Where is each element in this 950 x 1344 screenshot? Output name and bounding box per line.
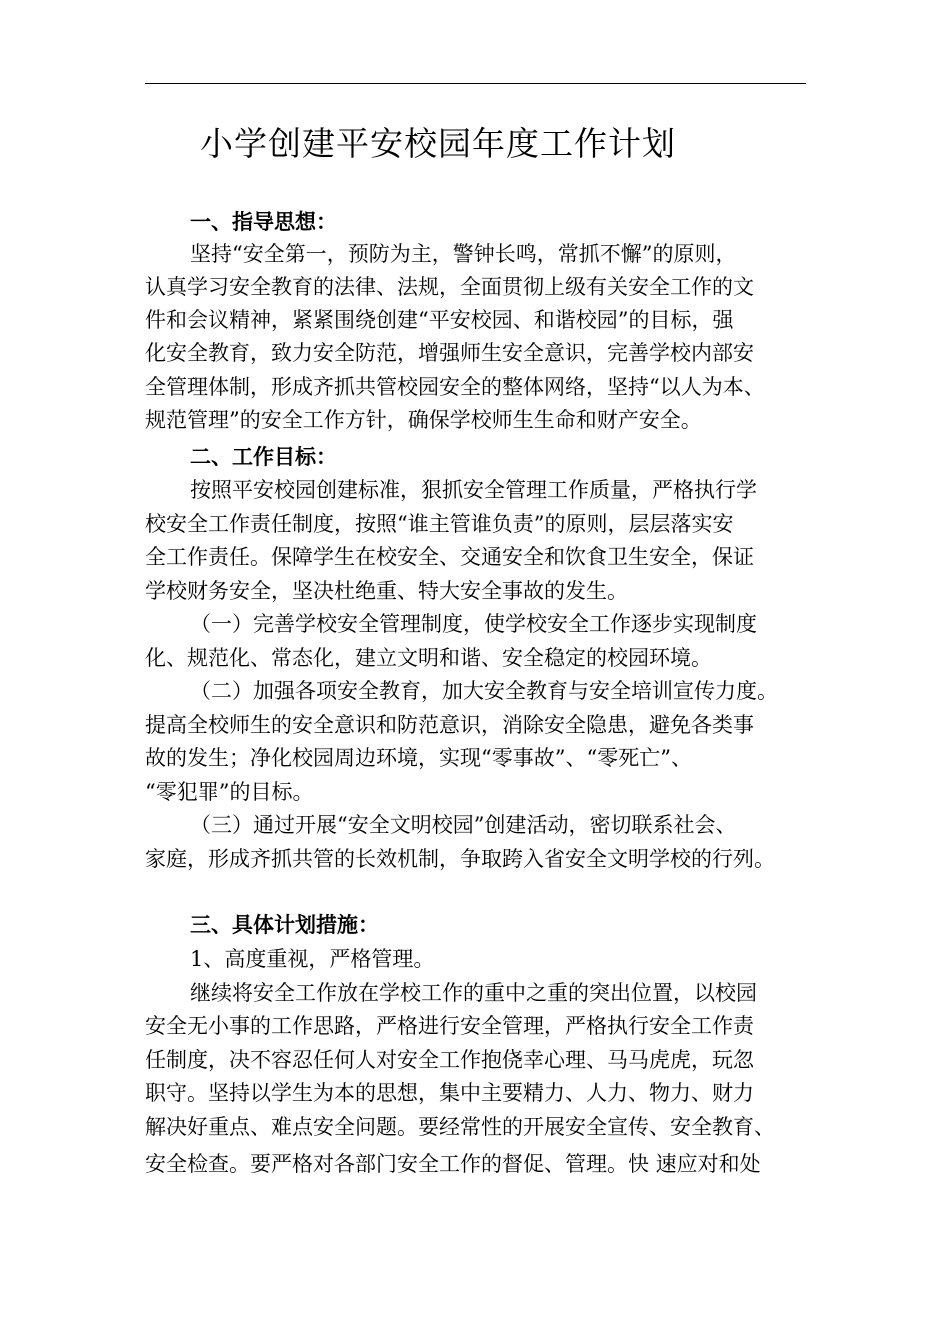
paragraph-line: 化安全教育，致力安全防范，增强师生安全意识，完善学校内部安 [145,341,754,365]
paragraph-line: 坚持“安全第一，预防为主，警钟长鸣，常抓不懈”的原则， [190,242,737,266]
paragraph-line: 任制度，决不容忍任何人对安全工作抱侥幸心理、马马虎虎，玩忽 [145,1048,754,1072]
paragraph-line: 家庭，形成齐抓共管的长效机制，争取跨入省安全文明学校的行列。 [145,847,775,871]
paragraph-line: 解决好重点、难点安全问题。要经常性的开展安全宣传、安全教育、 [145,1115,775,1139]
paragraph-line: 职守。坚持以学生为本的思想，集中主要精力、人力、物力、财力 [145,1081,754,1105]
paragraph-line: （二）加强各项安全教育，加大安全教育与安全培训宣传力度。 [190,679,778,703]
paragraph-line: 全管理体制，形成齐抓共管校园安全的整体网络，坚持“以人为本、 [145,375,765,399]
section-heading-plan-measures: 三、具体计划措施： [190,912,379,937]
paragraph-line: 安全检查。要严格对各部门安全工作的督促、管理。快 速应对和处 [145,1152,761,1176]
paragraph-line: 安全无小事的工作思路，严格进行安全管理，严格执行安全工作责 [145,1014,754,1038]
paragraph-line: （三）通过开展“安全文明校园”创建活动，密切联系社会、 [190,813,737,837]
paragraph-line: 件和会议精神，紧紧围绕创建“平安校园、和谐校园”的目标，强 [145,308,734,332]
paragraph-line: 故的发生；净化校园周边环境，实现“零事故”、“零死亡”、 [145,746,692,770]
paragraph-line: 认真学习安全教育的法律、法规，全面贯彻上级有关安全工作的文 [145,275,754,299]
document-title: 小学创建平安校园年度工作计划 [200,124,676,163]
section-heading-guiding-thought: 一、指导思想： [190,209,337,234]
paragraph-line: 学校财务安全，坚决杜绝重、特大安全事故的发生。 [145,579,628,603]
paragraph-line: 提高全校师生的安全意识和防范意识，消除安全隐患，避免各类事 [145,713,754,737]
paragraph-line: （一）完善学校安全管理制度，使学校安全工作逐步实现制度 [190,612,757,636]
paragraph-line: 继续将安全工作放在学校工作的重中之重的突出位置，以校园 [190,981,757,1005]
paragraph-line: 全工作责任。保障学生在校安全、交通安全和饮食卫生安全，保证 [145,545,754,569]
paragraph-line: 按照平安校园创建标准，狠抓安全管理工作质量，严格执行学 [190,478,757,502]
header-rule [145,83,806,84]
paragraph-line: 校安全工作责任制度，按照“谁主管谁负责”的原则，层层落实安 [145,512,734,536]
section-heading-work-goals: 二、工作目标： [190,444,337,469]
paragraph-line: 化、规范化、常态化，建立文明和谐、安全稳定的校园环境。 [145,646,712,670]
subsection-heading: 1、高度重视，严格管理。 [190,947,435,971]
paragraph-line: 规范管理”的安全工作方针，确保学校师生生命和财产安全。 [145,408,702,432]
paragraph-line: “零犯罪”的目标。 [145,780,314,804]
